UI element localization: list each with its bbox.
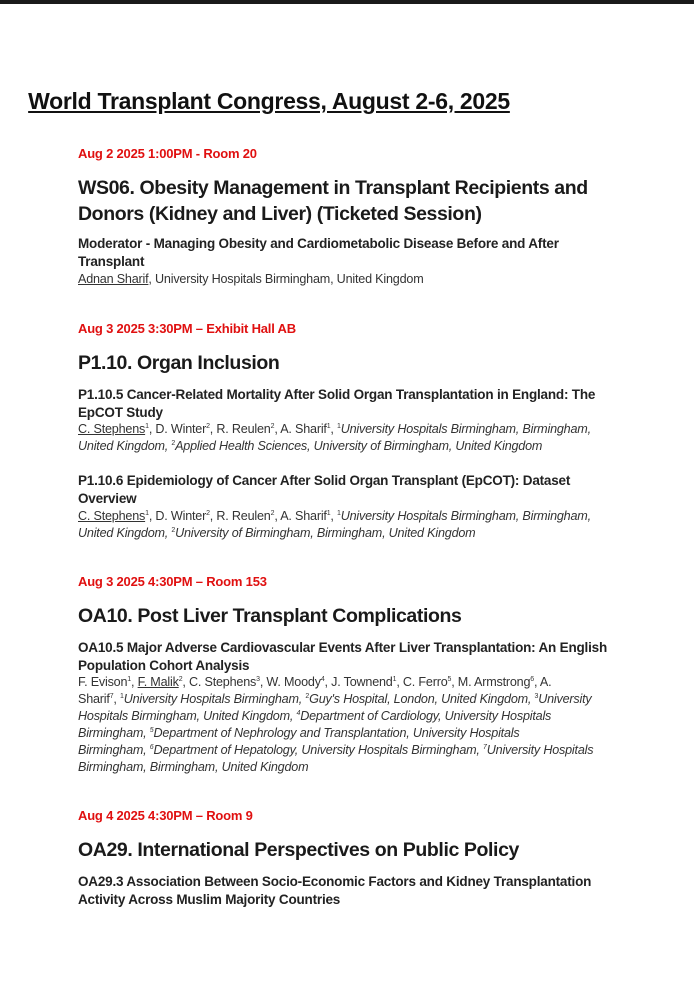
session-date: Aug 3 2025 3:30PM – Exhibit Hall AB xyxy=(78,321,296,336)
abstract-title: OA29.3 Association Between Socio-Economic Factors and Kidney Transplantation Activity Across Muslim Majority Countries xyxy=(78,874,592,907)
author: F. Evison xyxy=(78,675,128,689)
author: , J. Townend xyxy=(324,675,393,689)
author-line: F. Evison$^1$, F. Malik$^2$, C. Stephens$^3$, W. Moody$^4$, J. Townend$^1$, C. Ferro$^5$, M. Armstrong$^6$, A. xyxy=(78,675,552,689)
document-title: World Transplant Congress, August 2-6, 2025 xyxy=(28,88,510,114)
affiliation-line: Birmingham, $^6$Department of Hepatology, University Hospitals Birmingham, $^7$University Hospitals xyxy=(78,743,594,757)
session-date: Aug 2 2025 1:00PM - Room 20 xyxy=(78,146,257,161)
author: , M. Armstrong xyxy=(451,675,531,689)
session-date: Aug 3 2025 4:30PM – Room 153 xyxy=(78,574,267,589)
abstract-title: P1.10.5 Cancer-Related Mortality After Solid Organ Transplantation in England: The EpCOT Study xyxy=(78,387,596,420)
session-date: Aug 4 2025 4:30PM – Room 9 xyxy=(78,808,253,823)
presenting-author: Adnan Sharif xyxy=(78,272,149,286)
abstract-title: Moderator - Managing Obesity and Cardiometabolic Disease Before and After Transplant xyxy=(78,236,559,269)
affiliation: , University Hospitals Birmingham, United Kingdom xyxy=(148,272,424,286)
presenting-author: C. Stephens xyxy=(78,509,146,523)
presenting-author: F. Malik xyxy=(137,675,179,689)
author-block xyxy=(78,674,608,776)
top-border xyxy=(0,0,694,4)
affiliation: Guy's Hospital, London, United Kingdom, xyxy=(309,692,535,706)
author-line: Sharif$^7$, $^1$University Hospitals Birmingham, $^2$Guy's Hospital, London, United Kingdom, $^3$University xyxy=(78,692,592,706)
session-title: P1.10. Organ Inclusion xyxy=(78,352,280,374)
affiliation: Department of Hepatology, University Hospitals Birmingham, xyxy=(153,743,484,757)
author: , A. Sharif xyxy=(274,509,327,523)
author: , A. Sharif xyxy=(274,422,327,436)
author: , C. Ferro xyxy=(396,675,448,689)
author: , A. xyxy=(533,675,552,689)
session-title: WS06. Obesity Management in Transplant Recipients and Donors (Kidney and Liver) (Ticketed Session) xyxy=(78,177,588,225)
affiliation: Department of Nephrology and Transplantation, University Hospitals xyxy=(153,726,520,740)
affiliation: Birmingham, xyxy=(78,726,150,740)
affiliation-line: Birmingham, Birmingham, United Kingdom xyxy=(78,760,309,774)
affiliation: University Hospitals Birmingham, Birmingham, United Kingdom, xyxy=(78,509,591,540)
author: , D. Winter xyxy=(148,509,207,523)
affiliation: Birmingham, xyxy=(78,743,150,757)
session-title: OA29. International Perspectives on Public Policy xyxy=(78,839,519,861)
abstract-title: OA10.5 Major Adverse Cardiovascular Events After Liver Transplantation: An English Population Cohort Analysis xyxy=(78,640,608,673)
presenting-author: C. Stephens xyxy=(78,422,146,436)
affiliation: Hospitals Birmingham, United Kingdom, xyxy=(78,709,297,723)
affiliation: University Hospitals xyxy=(486,743,594,757)
author-line: C. Stephens$^1$, D. Winter$^2$, R. Reulen$^2$, A. Sharif$^1$, $^1$University Hospitals Birmingham, Birmingham, United Kingdom, $^2$University of Birmingham, Birmingham, United Kingdom xyxy=(78,509,591,540)
affiliation: Applied Health Sciences, University of Birmingham, United Kingdom xyxy=(175,439,543,453)
author: , W. Moody xyxy=(259,675,321,689)
affiliation-line: Hospitals Birmingham, United Kingdom, $^4$Department of Cardiology, University Hospitals xyxy=(78,709,552,723)
affiliation-line: Birmingham, $^5$Department of Nephrology and Transplantation, University Hospitals xyxy=(78,726,520,740)
author: , D. Winter xyxy=(148,422,207,436)
author-line: C. Stephens$^1$, D. Winter$^2$, R. Reulen$^2$, A. Sharif$^1$, $^1$University Hospitals Birmingham, Birmingham, United Kingdom, $^2$Applied Health Sciences, University of Birmingham, United Kingdom xyxy=(78,422,591,453)
affiliation: University Hospitals Birmingham, xyxy=(123,692,306,706)
author: Sharif xyxy=(78,692,110,706)
author-line xyxy=(78,271,424,288)
author: , R. Reulen xyxy=(209,422,271,436)
affiliation: University of Birmingham, Birmingham, United Kingdom xyxy=(175,526,476,540)
author: , R. Reulen xyxy=(209,509,271,523)
affiliation: University xyxy=(538,692,592,706)
affiliation: University Hospitals Birmingham, Birmingham, United Kingdom, xyxy=(78,422,591,453)
author: , C. Stephens xyxy=(182,675,257,689)
session-title: OA10. Post Liver Transplant Complications xyxy=(78,605,462,627)
affiliation: Department of Cardiology, University Hospitals xyxy=(300,709,552,723)
abstract-title: P1.10.6 Epidemiology of Cancer After Solid Organ Transplant (EpCOT): Dataset Overview xyxy=(78,473,571,506)
